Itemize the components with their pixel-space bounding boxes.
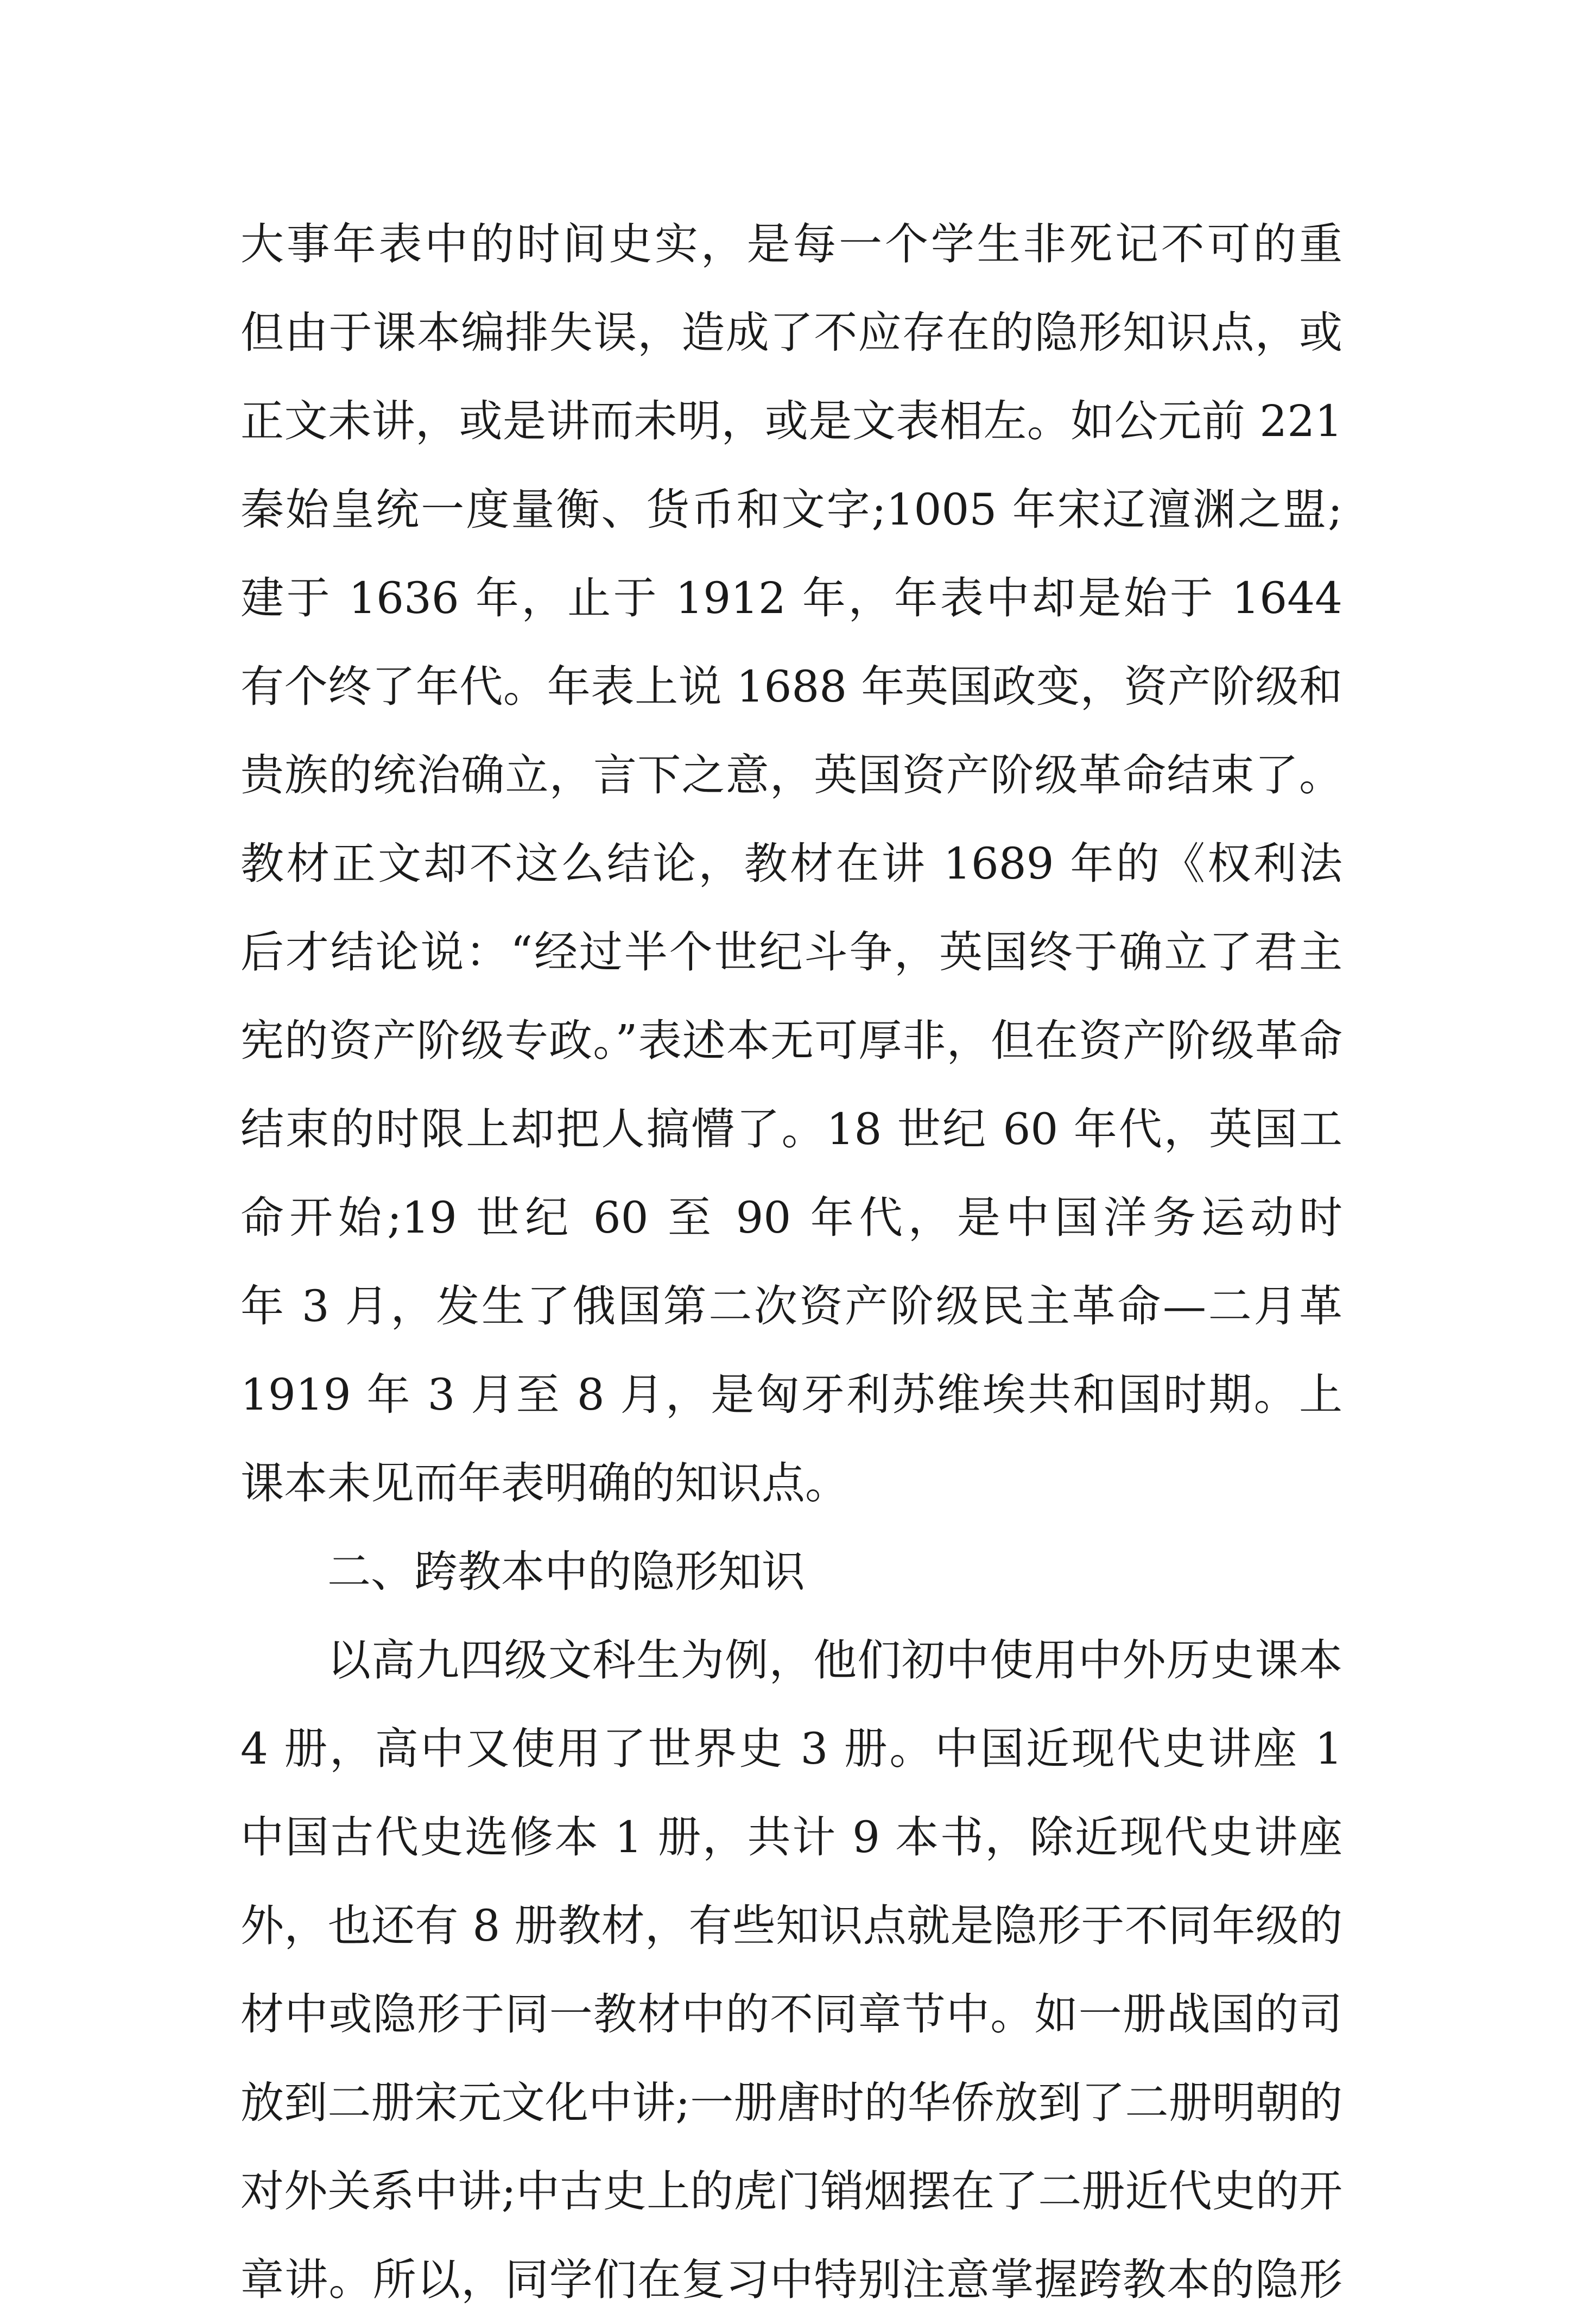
text-line: 放到二册宋元文化中讲;一册唐时的华侨放到了二册明朝的 — [240, 2077, 1342, 2128]
text-line: 建于 1636 年，止于 1912 年，年表中却是始于 1644 — [240, 573, 1342, 623]
text-line: 大事年表中的时间史实，是每一个学生非死记不可的重 — [240, 219, 1342, 269]
text-line: 章讲。所以，同学们在复习中特别注意掌握跨教本的隐形 — [240, 2254, 1342, 2305]
text-line: 后才结论说：“经过半个世纪斗争，英国终于确立了君主 — [240, 927, 1342, 977]
text-line: 宪的资产阶级专政。”表述本无可厚非，但在资产阶级革命 — [240, 1015, 1342, 1066]
text-line: 结束的时限上却把人搞懵了。18 世纪 60 年代，英国工 — [240, 1104, 1342, 1154]
text-line: 秦始皇统一度量衡、货币和文字;1005 年宋辽澶渊之盟; — [240, 484, 1342, 535]
text-line: 4 册，高中又使用了世界史 3 册。中国近现代史讲座 1 — [240, 1723, 1342, 1774]
text-line: 材中或隐形于同一教材中的不同章节中。如一册战国的司 — [240, 1989, 1342, 2039]
text-line: 课本未见而年表明确的知识点。 — [240, 1458, 848, 1508]
text-line: 命开始;19 世纪 60 至 90 年代，是中国洋务运动时 — [240, 1192, 1342, 1243]
text-line: 但由于课本编排失误，造成了不应存在的隐形知识点，或 — [240, 307, 1342, 358]
text-line: 以高九四级文科生为例，他们初中使用中外历史课本 — [327, 1635, 1342, 1685]
text-line: 正文未讲，或是讲而未明，或是文表相左。如公元前 221 — [240, 396, 1342, 446]
section-heading: 二、跨教本中的隐形知识 — [327, 1546, 805, 1597]
text-line: 对外关系中讲;中古史上的虎门销烟摆在了二册近代史的开 — [240, 2166, 1342, 2216]
text-line: 贵族的统治确立，言下之意，英国资产阶级革命结束了。 — [240, 750, 1342, 800]
body-text — [240, 200, 1342, 2324]
text-line: 外，也还有 8 册教材，有些知识点就是隐形于不同年级的 — [240, 1900, 1342, 1951]
text-line: 中国古代史选修本 1 册，共计 9 本书，除近现代史讲座 — [240, 1812, 1342, 1862]
text-line: 1919 年 3 月至 8 月，是匈牙利苏维埃共和国时期。上 — [240, 1369, 1342, 1420]
text-line: 教材正文却不这么结论，教材在讲 1689 年的《权利法 — [240, 838, 1342, 889]
text-line: 有个终了年代。年表上说 1688 年英国政变，资产阶级和 — [240, 661, 1342, 712]
text-line: 年 3 月，发生了俄国第二次资产阶级民主革命—二月革 — [240, 1281, 1342, 1331]
